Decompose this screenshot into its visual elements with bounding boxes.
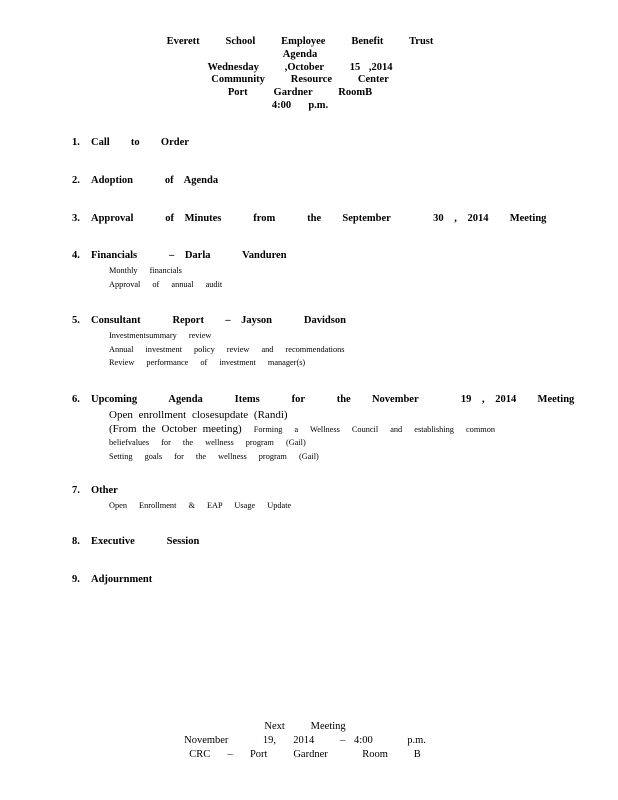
agenda-item-upcoming-items (72, 394, 575, 463)
item-title: Call to Order (91, 137, 189, 148)
item-title: Financials – Darla Vanduren (91, 250, 287, 261)
meeting-time: 4:00 p.m. (271, 99, 329, 111)
meeting-room: Port Gardner RoomB (227, 87, 373, 99)
agenda-item-adjournment (72, 574, 552, 585)
item-number: 3. (72, 213, 80, 224)
next-meeting-label: Next Meeting (264, 721, 346, 732)
item-title: Approval of Minutes from the September 30 , 2014 Meeting (91, 213, 547, 224)
item-title: Consultant Report – Jayson Davidson (91, 315, 346, 326)
sub-item: Review performance of investment manager(s) (109, 358, 306, 367)
item-number: 5. (72, 315, 80, 326)
item-number: 2. (72, 175, 80, 186)
sub-item-continuation: beliefvalues for the wellness program (Gail) (109, 438, 306, 447)
item-number: 1. (72, 137, 80, 148)
sub-item: Open enrollment closesupdate (Randi) (109, 409, 288, 421)
trust-name: Everett School Employee Benefit Trust (166, 36, 434, 47)
document-title: Agenda (282, 48, 318, 60)
sub-item: Annual investment policy review and recommendations (109, 344, 345, 354)
agenda-item-call-to-order (72, 137, 552, 148)
item-number: 8. (72, 536, 80, 547)
item-title: Other (91, 485, 118, 496)
next-meeting-location: CRC – Port Gardner Room B (189, 749, 421, 760)
item-title: Upcoming Agenda Items for the November 19 , 2014 Meeting (91, 394, 575, 405)
meeting-venue: Community Resource Center (211, 74, 389, 86)
agenda-item-financials (72, 250, 552, 291)
sub-item: (From the October meeting) Forming a Wellness Council and establishing common (109, 422, 496, 435)
meeting-date: Wednesday ,October 15 ,2014 (207, 61, 393, 73)
sub-item: Open Enrollment & EAP Usage Update (109, 501, 292, 510)
agenda-item-consultant-report (72, 315, 552, 370)
item-number: 7. (72, 485, 80, 496)
agenda-item-executive-session (72, 536, 552, 547)
item-title: Executive Session (91, 536, 200, 547)
item-number: 6. (72, 394, 80, 405)
item-number: 9. (72, 574, 80, 585)
agenda-item-approval-minutes (72, 213, 552, 224)
sub-item: Monthly financials (109, 266, 182, 275)
item-number: 4. (72, 250, 80, 261)
item-title: Adoption of Agenda (91, 175, 219, 186)
next-meeting-footer (0, 720, 610, 762)
next-meeting-date: November 19, 2014 – 4:00 p.m. (184, 735, 426, 746)
sub-item: Approval of annual audit (109, 279, 223, 289)
sub-item: Setting goals for the wellness program (Gail) (109, 451, 319, 461)
sub-item: Investmentsummary review (109, 331, 212, 340)
agenda-item-other (72, 485, 552, 513)
agenda-header (0, 36, 600, 113)
item-title: Adjournment (91, 574, 153, 585)
agenda-item-adoption (72, 175, 552, 186)
